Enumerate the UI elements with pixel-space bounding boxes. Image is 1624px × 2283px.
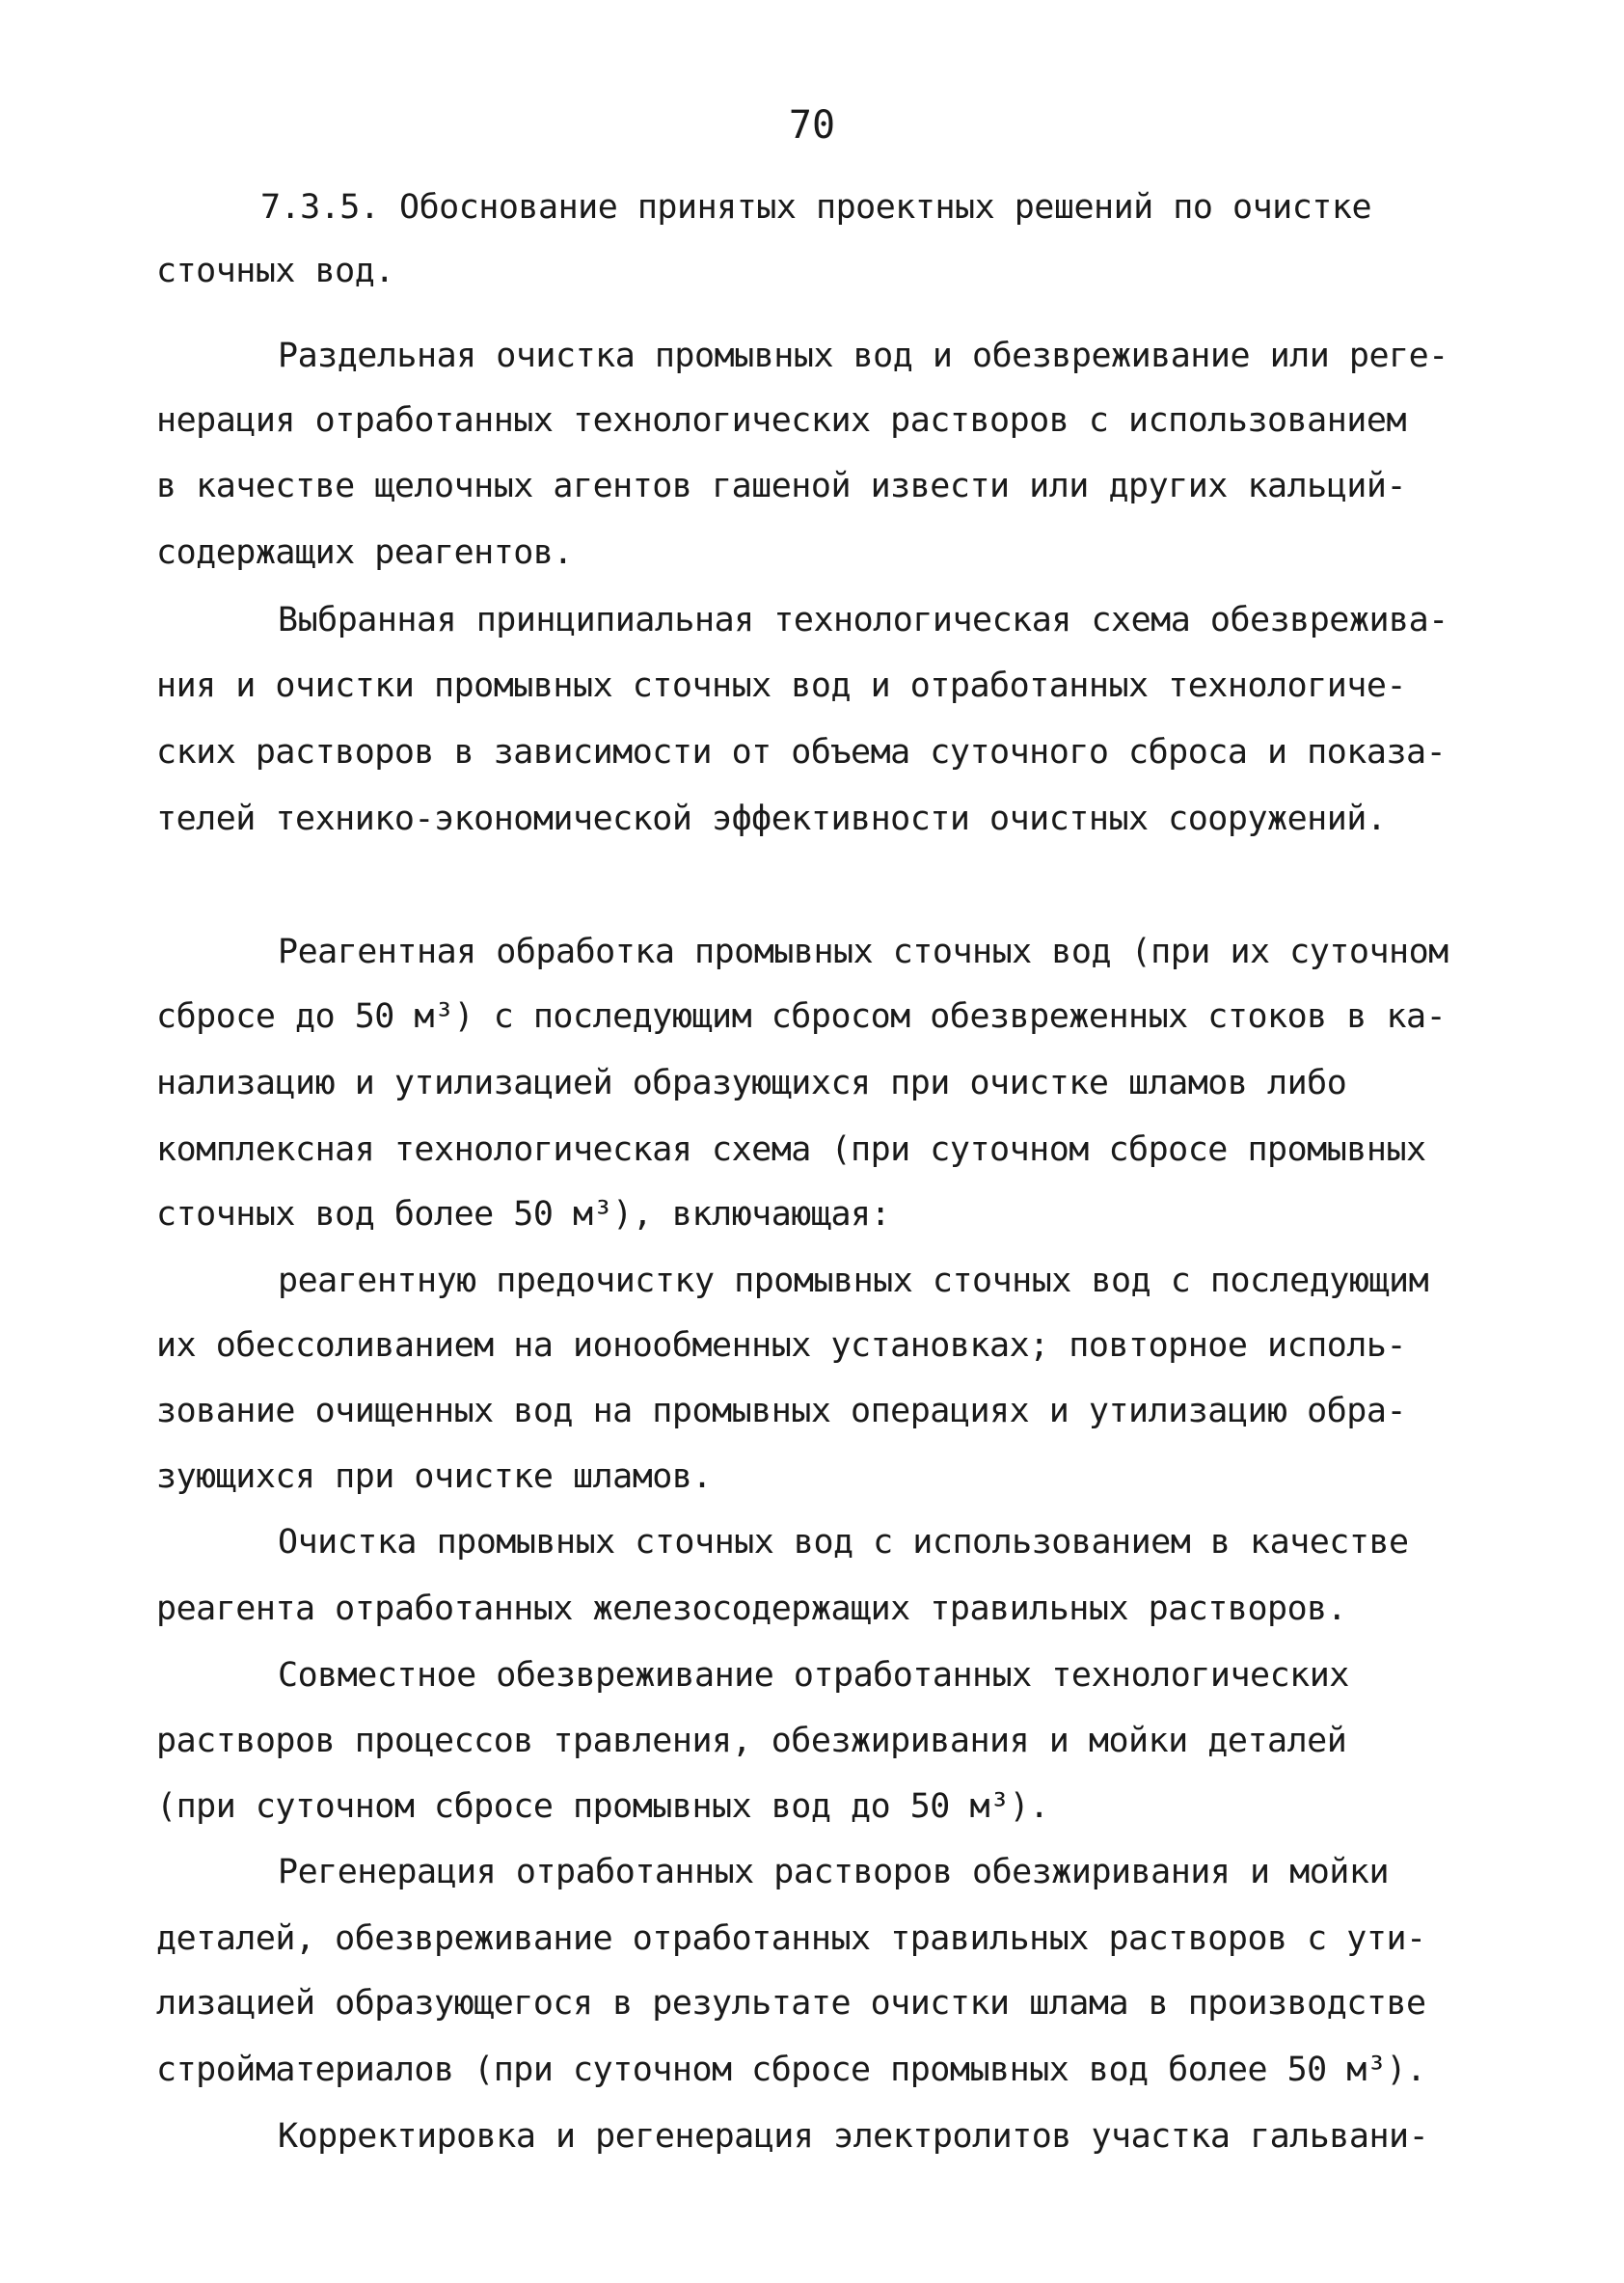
paragraph-3-line-1: Реагентная обработка промывных сточных вод (при их суточном	[278, 933, 1448, 971]
paragraph-4-line-3: зование очищенных вод на промывных операциях и утилизацию обра-	[156, 1392, 1407, 1430]
paragraph-4-line-4: зующихся при очистке шламов.	[156, 1457, 713, 1496]
paragraph-4-line-1: реагентную предочистку промывных сточных вод с последующим	[278, 1262, 1429, 1300]
paragraph-1-line-1: Раздельная очистка промывных вод и обезвреживание или реге-	[278, 337, 1448, 375]
page-number: 70	[788, 103, 836, 148]
paragraph-6-line-2: растворов процессов травления, обезжиривания и мойки деталей	[156, 1722, 1347, 1760]
paragraph-3-line-3: нализацию и утилизацией образующихся при очистке шламов либо	[156, 1064, 1347, 1102]
paragraph-2-line-3: ских растворов в зависимости от объема суточного сброса и показа-	[156, 733, 1447, 772]
paragraph-6-line-3: (при суточном сбросе промывных вод до 50 м³).	[156, 1787, 1049, 1826]
section-heading-line-1: 7.3.5. Обоснование принятых проектных решений по очистке	[260, 188, 1372, 227]
paragraph-7-line-3: лизацией образующегося в результате очистки шлама в производстве	[156, 1984, 1426, 2023]
paragraph-5-line-1: Очистка промывных сточных вод с использованием в качестве	[278, 1523, 1409, 1562]
paragraph-1-line-4: содержащих реагентов.	[156, 533, 574, 572]
paragraph-2-line-1: Выбранная принципиальная технологическая схема обезврежива-	[278, 601, 1448, 639]
paragraph-5-line-2: реагента отработанных железосодержащих травильных растворов.	[156, 1590, 1347, 1628]
paragraph-1-line-2: нерация отработанных технологических растворов с использованием	[156, 401, 1407, 440]
paragraph-6-line-1: Совместное обезвреживание отработанных технологических	[278, 1656, 1349, 1695]
paragraph-3-line-2: сбросе до 50 м³) с последующим сбросом обезвреженных стоков в ка-	[156, 997, 1447, 1036]
paragraph-2-line-4: телей технико-экономической эффективности очистных сооружений.	[156, 800, 1387, 838]
paragraph-8-line-1: Корректировка и регенерация электролитов участка гальвани-	[278, 2117, 1429, 2156]
paragraph-2-line-2: ния и очистки промывных сточных вод и отработанных технологиче-	[156, 666, 1407, 705]
paragraph-1-line-3: в качестве щелочных агентов гашеной извести или других кальций-	[156, 467, 1407, 505]
paragraph-7-line-2: деталей, обезвреживание отработанных травильных растворов с ути-	[156, 1919, 1426, 1958]
paragraph-3-line-4: комплексная технологическая схема (при суточном сбросе промывных	[156, 1130, 1426, 1169]
paragraph-7-line-4: стройматериалов (при суточном сбросе промывных вод более 50 м³).	[156, 2051, 1426, 2089]
paragraph-3-line-5: сточных вод более 50 м³), включающая:	[156, 1195, 891, 1234]
section-heading-line-2: сточных вод.	[156, 252, 394, 290]
paragraph-7-line-1: Регенерация отработанных растворов обезжиривания и мойки	[278, 1853, 1390, 1891]
paragraph-4-line-2: их обессоливанием на ионообменных установках; повторное исполь-	[156, 1326, 1407, 1365]
